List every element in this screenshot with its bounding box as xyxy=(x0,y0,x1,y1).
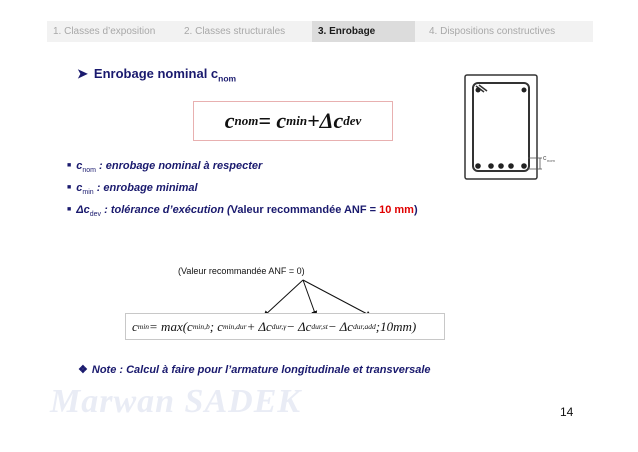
fmin-tail: ;10mm) xyxy=(375,318,417,334)
diamond-bullet-icon: ❖ xyxy=(78,364,88,376)
tab-classes-exposition[interactable]: 1. Classes d’exposition xyxy=(47,21,178,42)
fmin-p2: ; c xyxy=(209,318,224,334)
section-tabs xyxy=(47,21,593,42)
fmin-p4: − Δc xyxy=(286,318,312,334)
tab-enrobage[interactable]: 3. Enrobage xyxy=(312,21,415,42)
beam-section-figure xyxy=(462,72,562,184)
recommended-value-label: Valeur recommandée ANF = xyxy=(230,204,380,216)
square-bullet-icon: ■ xyxy=(67,162,72,169)
definition-text: : enrobage nominal à respecter xyxy=(95,160,263,172)
arrow-to-add xyxy=(303,280,371,316)
square-bullet-icon: ■ xyxy=(67,184,72,191)
note-text: Note : Calcul à faire pour l’armature longitudinale et transversale xyxy=(91,364,431,376)
fmin-g-sub: dur,γ xyxy=(271,322,287,331)
slide-heading xyxy=(77,66,236,84)
formula-eq: = c xyxy=(258,108,287,133)
formula-lhs: c xyxy=(224,108,235,133)
minimum-cover-formula xyxy=(125,313,445,340)
fmin-max: = max(c xyxy=(149,318,193,334)
nominal-cover-formula xyxy=(193,101,393,141)
symbol-sub: min xyxy=(82,189,94,197)
fmin-dur-sub: min,dur xyxy=(223,322,247,331)
definition-cnom xyxy=(67,158,418,180)
calculation-note xyxy=(78,363,431,376)
definition-delta-cdev xyxy=(67,202,418,224)
anf-value-note: (Valeur recommandée ANF = 0) xyxy=(178,266,305,276)
formula-lhs-sub: nom xyxy=(234,113,259,128)
symbol-sub: nom xyxy=(82,167,96,175)
fmin-add-sub: dur,add xyxy=(353,322,376,331)
fmin-lhs: c xyxy=(132,318,138,334)
closing-paren: ) xyxy=(413,204,418,216)
fmin-lhs-sub: min xyxy=(137,322,150,331)
definition-cmin xyxy=(67,180,418,202)
fmin-p5: − Δc xyxy=(327,318,354,334)
cover-label-sub: nom xyxy=(547,158,555,163)
fmin-b-sub: min,b xyxy=(192,322,210,331)
heading-text: Enrobage nominal c xyxy=(93,66,219,81)
arrow-to-st xyxy=(303,280,316,316)
definitions-list xyxy=(67,158,418,224)
page-number: 14 xyxy=(560,405,574,419)
symbol: c xyxy=(76,160,83,172)
cover-label: c xyxy=(543,155,547,162)
tab-dispositions-constructives[interactable]: 4. Dispositions constructives xyxy=(415,21,593,42)
symbol: c xyxy=(76,182,83,194)
arrow-bullet-icon: ➤ xyxy=(77,66,88,81)
formula-min-sub: min xyxy=(286,113,308,128)
fmin-p3: + Δc xyxy=(246,318,272,334)
definition-text: : enrobage minimal xyxy=(93,182,198,194)
symbol-sub: dev xyxy=(89,211,102,219)
definition-text: : tolérance d’exécution ( xyxy=(101,204,231,216)
formula-plus: +Δc xyxy=(307,108,344,133)
author-watermark: Marwan SADEK xyxy=(50,383,302,420)
recommended-value: 10 mm xyxy=(379,204,414,216)
formula-dev-sub: dev xyxy=(343,113,362,128)
heading-subscript: nom xyxy=(218,73,237,84)
symbol: Δc xyxy=(76,204,90,216)
arrow-to-gamma xyxy=(264,280,303,316)
square-bullet-icon: ■ xyxy=(67,206,72,213)
fmin-st-sub: dur,st xyxy=(311,322,328,331)
tab-classes-structurales[interactable]: 2. Classes structurales xyxy=(178,21,312,42)
